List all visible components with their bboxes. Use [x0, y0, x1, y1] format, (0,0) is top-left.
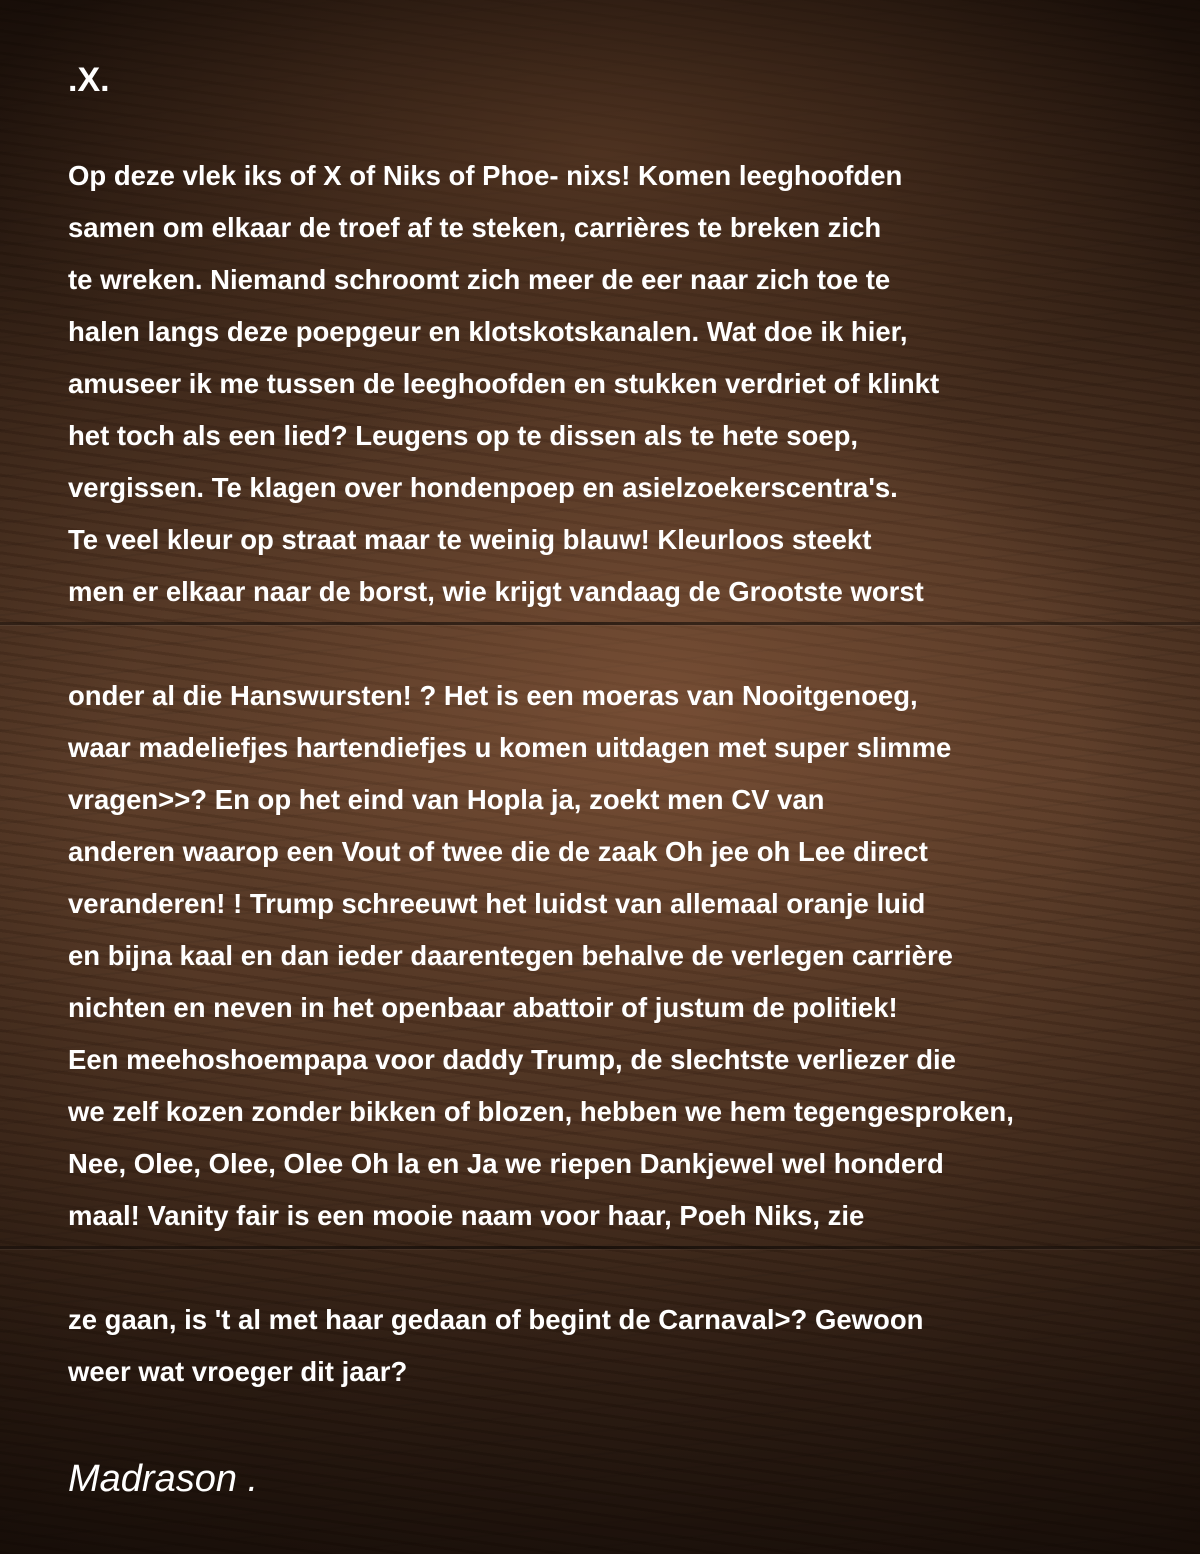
poem-line: waar madeliefjes hartendiefjes u komen uitdagen met super slimme [68, 732, 952, 763]
poem-line: Te veel kleur op straat maar te weinig blauw! Kleurloos steekt [68, 524, 872, 555]
poem-line: het toch als een lied? Leugens op te dissen als te hete soep, [68, 420, 859, 451]
poem-line: ze gaan, is 't al met haar gedaan of begint de Carnaval>? Gewoon [68, 1304, 924, 1335]
poem-line: vergissen. Te klagen over hondenpoep en asielzoekerscentra's. [68, 472, 898, 503]
poem-line: veranderen! ! Trump schreeuwt het luidst van allemaal oranje luid [68, 888, 926, 919]
poem-stanza [68, 1294, 1193, 1398]
wood-plank-seam [0, 1246, 1200, 1249]
poem-line: Een meehoshoempapa voor daddy Trump, de slechtste verliezer die [68, 1044, 956, 1075]
poem-author: Madrason . [68, 1458, 259, 1500]
poem-line: onder al die Hanswursten! ? Het is een moeras van Nooitgenoeg, [68, 680, 918, 711]
poem-line: te wreken. Niemand schroomt zich meer de eer naar zich toe te [68, 264, 891, 295]
poem-line: amuseer ik me tussen de leeghoofden en stukken verdriet of klinkt [68, 368, 940, 399]
poem-stanza [68, 150, 1193, 618]
wood-plank-seam [0, 622, 1200, 625]
poem-line: Op deze vlek iks of X of Niks of Phoe- nixs! Komen leeghoofden [68, 160, 903, 191]
poem-line: samen om elkaar de troef af te steken, carrières te breken zich [68, 212, 882, 243]
poem-line: halen langs deze poepgeur en klotskotskanalen. Wat doe ik hier, [68, 316, 908, 347]
poem-line: maal! Vanity fair is een mooie naam voor haar, Poeh Niks, zie [68, 1200, 865, 1231]
poem-line: weer wat vroeger dit jaar? [68, 1356, 408, 1387]
poem-line: vragen>>? En op het eind van Hopla ja, zoekt men CV van [68, 784, 825, 815]
poem-title: .X. [68, 61, 110, 99]
poem-line: en bijna kaal en dan ieder daarentegen behalve de verlegen carrière [68, 940, 953, 971]
poem-stanza [68, 670, 1193, 1242]
poem-line: Nee, Olee, Olee, Olee Oh la en Ja we riepen Dankjewel wel honderd [68, 1148, 944, 1179]
poem-line: we zelf kozen zonder bikken of blozen, hebben we hem tegengesproken, [68, 1096, 1014, 1127]
poem-line: men er elkaar naar de borst, wie krijgt vandaag de Grootste worst [68, 576, 924, 607]
poem-line: nichten en neven in het openbaar abattoir of justum de politiek! [68, 992, 898, 1023]
poem-line: anderen waarop een Vout of twee die de zaak Oh jee oh Lee direct [68, 836, 928, 867]
